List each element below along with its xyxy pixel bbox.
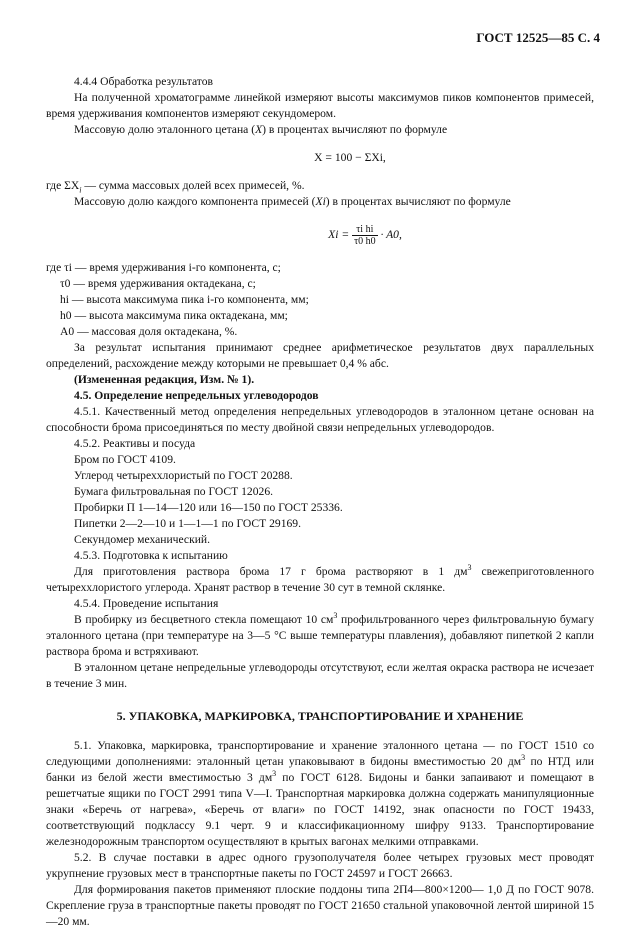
formula-impurity: [46, 216, 594, 254]
legend-item: где τi — время удерживания i-го компонента, с;: [46, 261, 281, 274]
paragraph: [46, 738, 594, 850]
legend-item: h0 — высота максимума пика октадекана, мм;: [60, 309, 288, 322]
variable: X: [255, 123, 263, 136]
paragraph: За результат испытания принимают среднее арифметическое результатов двух параллельных определений, расхождение между которыми не превышает 0,4 % абс.: [46, 341, 594, 370]
list-item: Бумага фильтровальная по ГОСТ 12026.: [74, 485, 274, 498]
section-title-5: 5. УПАКОВКА, МАРКИРОВКА, ТРАНСПОРТИРОВАНИЕ И ХРАНЕНИЕ: [116, 709, 524, 723]
list-item: Секундомер механический.: [74, 533, 211, 546]
legend-item: τ0 — время удерживания октадекана, с;: [60, 277, 256, 290]
paragraph: 5.2. В случае поставки в адрес одного грузополучателя более четырех грузовых мест проводят укрупнение грузовых мест в транспортные пакеты по ГОСТ 24597 и ГОСТ 26663.: [46, 851, 594, 880]
text: где ΣX: [46, 179, 80, 192]
formula-rhs: · A0,: [380, 228, 402, 241]
fraction-numerator: τi hi: [352, 224, 378, 236]
subsection-heading: 4.5.4. Проведение испытания: [74, 597, 219, 610]
paragraph: [46, 178, 594, 194]
paragraph: [46, 612, 594, 660]
text: свежеприготовленного четыреххлористого углерода. Хранят раствор в течение 30 сут в темной склянке.: [46, 565, 594, 594]
text: — сумма массовых долей всех примесей, %.: [81, 179, 305, 192]
paragraph: В эталонном цетане непредельные углеводороды отсутствуют, если желтая окраска раствора не исчезает в течение 3 мин.: [46, 661, 594, 690]
list-item: Бром по ГОСТ 4109.: [74, 453, 176, 466]
formula-lhs: Xi =: [328, 228, 350, 241]
legend-item: hi — высота максимума пика i-го компонента, мм;: [60, 293, 309, 306]
text: профильтрованного через фильтровальную бумагу эталонного цетана (при температуре на 3—5 °С выше температуры плавления), добавляют пипеткой 2 капли раствора брома и встряхивают.: [46, 613, 594, 658]
superscript: 3: [521, 753, 526, 763]
paragraph: [46, 194, 594, 210]
text: Массовую долю эталонного цетана (: [74, 123, 256, 136]
fraction-denominator: τ0 h0: [354, 235, 376, 247]
text: ) в процентах вычисляют по формуле: [325, 195, 511, 208]
list-item: Углерод четыреххлористый по ГОСТ 20288.: [74, 469, 293, 482]
text: по НТД или банки из белой жести вместимостью 3 дм: [46, 755, 594, 784]
superscript: 3: [333, 611, 338, 621]
list-item: Пробирки П 1—14—120 или 16—150 по ГОСТ 25336.: [74, 501, 343, 514]
list-item: Пипетки 2—2—10 и 1—1—1 по ГОСТ 29169.: [74, 517, 302, 530]
paragraph: На полученной хроматограмме линейкой измеряют высоты максимумов пиков компонентов примесей, время удерживания компонентов измеряют секундомером.: [46, 91, 594, 120]
legend-item: A0 — массовая доля октадекана, %.: [60, 325, 238, 338]
text: Массовую долю каждого компонента примесей (: [74, 195, 316, 208]
variable: Xi: [315, 195, 326, 208]
text: 5.1. Упаковка, маркировка, транспортирование и хранение эталонного цетана — по ГОСТ 1510 со следующими дополнениями: эталонный цетан упаковывают в бидоны вместимостью 20 дм: [46, 739, 594, 768]
section-heading-444: 4.4.4 Обработка результатов: [74, 75, 213, 88]
paragraph: [46, 564, 594, 596]
document-body: [46, 74, 594, 930]
paragraph: [46, 122, 594, 138]
superscript: 3: [467, 563, 472, 573]
text: В пробирку из бесцветного стекла помещают 10 см: [74, 613, 334, 626]
subsection-heading: 4.5.2. Реактивы и посуда: [74, 437, 196, 450]
text: ) в процентах вычисляют по формуле: [262, 123, 448, 136]
formula-cetane: X = 100 − ΣXi,: [314, 151, 386, 164]
formula-fraction: [352, 224, 378, 247]
superscript: 3: [272, 769, 277, 779]
text: Для приготовления раствора брома 17 г брома растворяют в 1 дм: [74, 565, 468, 578]
paragraph: 4.5.1. Качественный метод определения непредельных углеводородов в эталонном цетане основан на способности брома присоединяться по месту двойной связи непредельных углеводородов.: [46, 405, 594, 434]
edition-note: (Измененная редакция, Изм. № 1).: [74, 373, 255, 386]
formula-legend: [46, 260, 594, 340]
subsection-heading: 4.5.3. Подготовка к испытанию: [74, 549, 228, 562]
paragraph: Для формирования пакетов применяют плоские поддоны типа 2П4—800×1200— 1,0 Д по ГОСТ 9078. Скрепление груза в транспортные пакеты проводят по ГОСТ 21650 стальной упаковочной лентой шириной 15—20 мм.: [46, 883, 594, 928]
section-heading-45: 4.5. Определение непредельных углеводородов: [74, 389, 319, 402]
subscript: i: [79, 185, 82, 195]
text: по ГОСТ 6128. Бидоны и банки запаивают и помещают в решетчатые ящики по ГОСТ 2991 типа V—I. Транспортная маркировка должна содержать манипуляционные знаки «Беречь от нагрева», «Беречь от влаги» по ГОСТ 14192, знак опасности по ГОСТ 19433, соответствующий подклассу 9.1 черт. 9 и классификационному шифру 9133. Транспортирование железнодорожным транспортом осуществляют в крытых вагонах мелкими отправками.: [46, 771, 594, 848]
page-header: ГОСТ 12525—85 С. 4: [476, 30, 600, 45]
